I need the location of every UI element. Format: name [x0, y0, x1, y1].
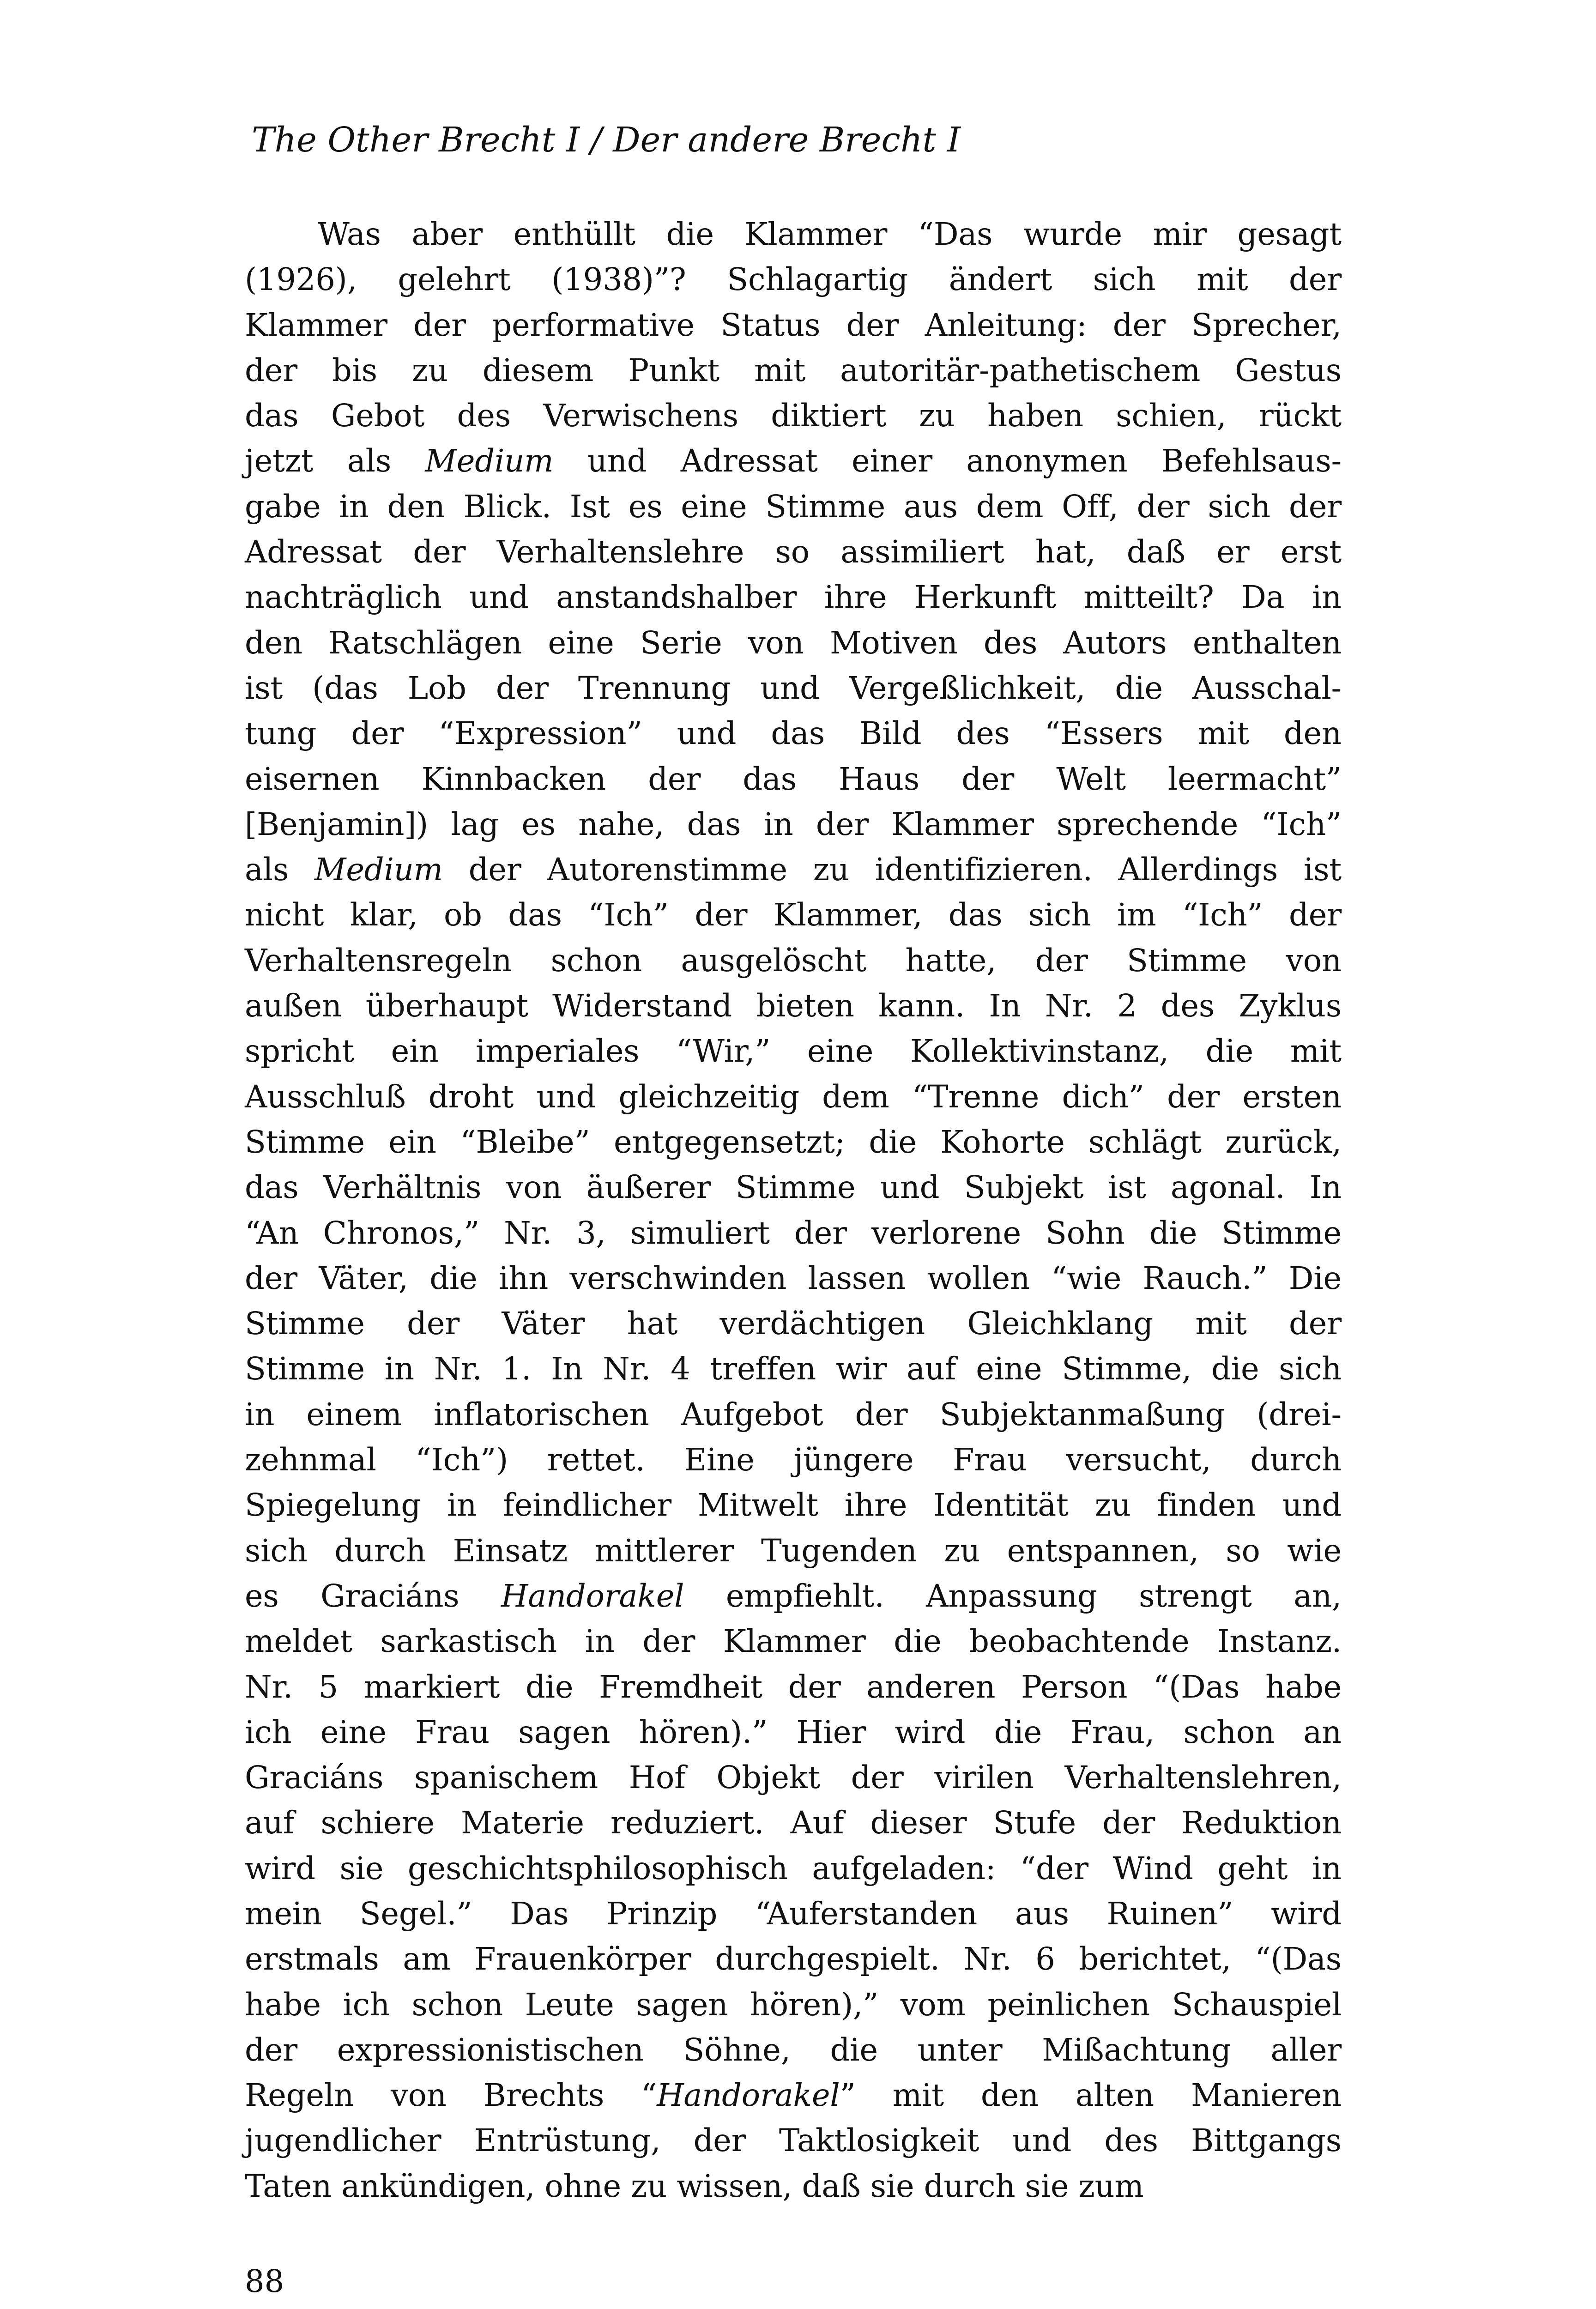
- text-line: sich durch Einsatz mittlerer Tugenden zu entspannen, so wie: [245, 1532, 1342, 1569]
- text-line: Stimme ein “Bleibe” entgegensetzt; die Kohorte schlägt zurück,: [245, 1124, 1342, 1160]
- text-line: das Gebot des Verwischens diktiert zu haben schien, rückt: [245, 398, 1342, 434]
- text-line: Was aber enthüllt die Klammer “Das wurde mir gesagt: [318, 216, 1342, 252]
- text-line: der expressionistischen Söhne, die unter Mißachtung aller: [245, 2031, 1342, 2068]
- text-line: als Medium der Autorenstimme zu identifizieren. Allerdings ist: [245, 852, 1342, 888]
- text-line: Regeln von Brechts “Handorakel” mit den alten Manieren: [245, 2077, 1342, 2114]
- text-line: Klammer der performative Status der Anleitung: der Sprecher,: [245, 307, 1342, 343]
- text-line: nicht klar, ob das “Ich” der Klammer, das sich im “Ich” der: [245, 897, 1342, 933]
- text-line: mein Segel.” Das Prinzip “Auferstanden aus Ruinen” wird: [245, 1895, 1342, 1932]
- body-paragraph: [245, 212, 1342, 2209]
- text-line: es Graciáns Handorakel empfiehlt. Anpassung strengt an,: [245, 1578, 1342, 1614]
- text-line: wird sie geschichtsphilosophisch aufgeladen: “der Wind geht in: [245, 1850, 1342, 1886]
- running-head: The Other Brecht I / Der andere Brecht I: [252, 120, 961, 160]
- text-line: gabe in den Blick. Ist es eine Stimme aus dem Off, der sich der: [245, 488, 1342, 525]
- text-line: ich eine Frau sagen hören).” Hier wird die Frau, schon an: [245, 1714, 1342, 1750]
- text-line: Ausschluß droht und gleichzeitig dem “Trenne dich” der ersten: [245, 1078, 1342, 1115]
- text-line: in einem inflatorischen Aufgebot der Subjektanmaßung (drei-: [245, 1396, 1342, 1433]
- text-line: jetzt als Medium und Adressat einer anonymen Befehlsaus-: [245, 443, 1342, 479]
- text-line: (1926), gelehrt (1938)”? Schlagartig ändert sich mit der: [245, 261, 1342, 298]
- text-line: der Väter, die ihn verschwinden lassen wollen “wie Rauch.” Die: [245, 1260, 1342, 1296]
- text-line: zehnmal “Ich”) rettet. Eine jüngere Frau versucht, durch: [245, 1442, 1342, 1478]
- text-line: Stimme der Väter hat verdächtigen Gleichklang mit der: [245, 1306, 1342, 1342]
- text-line: Taten ankündigen, ohne zu wissen, daß sie durch sie zum: [245, 2168, 1144, 2204]
- text-line: den Ratschlägen eine Serie von Motiven des Autors enthalten: [245, 624, 1342, 661]
- text-line: eisernen Kinnbacken der das Haus der Welt leermacht”: [245, 761, 1342, 797]
- text-line: nachträglich und anstandshalber ihre Herkunft mitteilt? Da in: [245, 579, 1342, 616]
- text-line: Spiegelung in feindlicher Mitwelt ihre Identität zu finden und: [245, 1487, 1342, 1523]
- text-line: der bis zu diesem Punkt mit autoritär-pathetischem Gestus: [245, 352, 1342, 388]
- page-number: 88: [245, 2263, 284, 2299]
- text-line: spricht ein imperiales “Wir,” eine Kollektivinstanz, die mit: [245, 1033, 1342, 1070]
- text-line: Stimme in Nr. 1. In Nr. 4 treffen wir auf eine Stimme, die sich: [245, 1351, 1342, 1387]
- text-line: “An Chronos,” Nr. 3, simuliert der verlorene Sohn die Stimme: [245, 1215, 1342, 1251]
- text-line: Adressat der Verhaltenslehre so assimiliert hat, daß er erst: [245, 534, 1342, 570]
- text-line: jugendlicher Entrüstung, der Taktlosigkeit und des Bittgangs: [245, 2122, 1342, 2159]
- text-line: [Benjamin]) lag es nahe, das in der Klammer sprechende “Ich”: [245, 806, 1342, 842]
- text-line: Nr. 5 markiert die Fremdheit der anderen Person “(Das habe: [245, 1668, 1342, 1705]
- text-line: habe ich schon Leute sagen hören),” vom peinlichen Schauspiel: [245, 1986, 1342, 2023]
- text-line: tung der “Expression” und das Bild des “Essers mit den: [245, 715, 1342, 752]
- text-line: ist (das Lob der Trennung und Vergeßlichkeit, die Ausschal-: [245, 670, 1342, 706]
- text-line: meldet sarkastisch in der Klammer die beobachtende Instanz.: [245, 1623, 1342, 1660]
- text-line: außen überhaupt Widerstand bieten kann. In Nr. 2 des Zyklus: [245, 988, 1342, 1024]
- text-line: Graciáns spanischem Hof Objekt der virilen Verhaltenslehren,: [245, 1759, 1342, 1796]
- text-line: das Verhältnis von äußerer Stimme und Subjekt ist agonal. In: [245, 1169, 1342, 1206]
- text-line: erstmals am Frauenkörper durchgespielt. Nr. 6 berichtet, “(Das: [245, 1941, 1342, 1977]
- text-line: Verhaltensregeln schon ausgelöscht hatte, der Stimme von: [245, 942, 1342, 979]
- text-line: auf schiere Materie reduziert. Auf dieser Stufe der Reduktion: [245, 1805, 1342, 1841]
